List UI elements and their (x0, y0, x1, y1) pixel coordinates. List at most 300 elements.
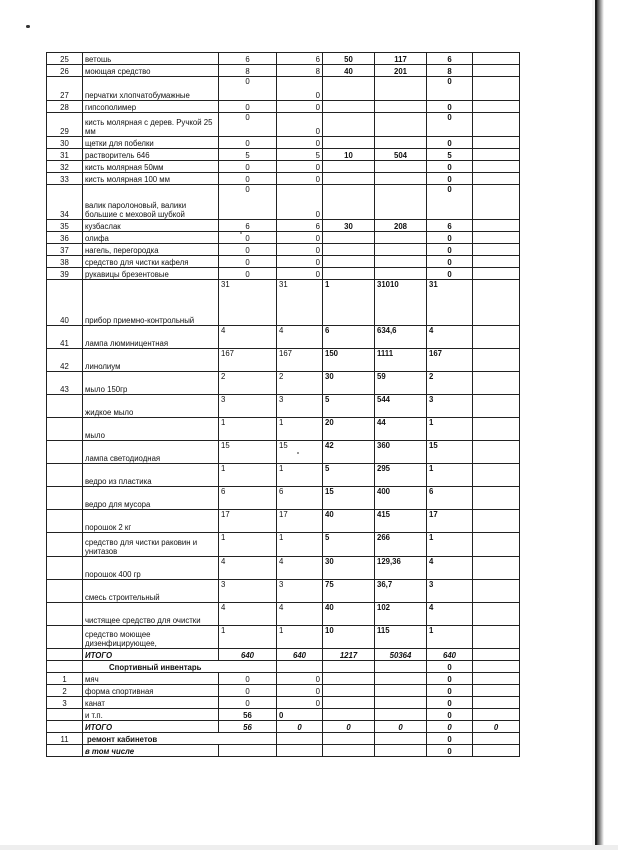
total-label: ИТОГО (83, 721, 219, 733)
qty-3: 0 (427, 244, 473, 256)
table-row (47, 395, 520, 418)
empty-cell (323, 733, 375, 745)
empty-cell (473, 101, 520, 113)
unit-price: 20 (323, 418, 375, 441)
qty-1: 0 (219, 268, 277, 280)
qty-1: 0 (219, 256, 277, 268)
qty-2: 0 (277, 697, 323, 709)
total-label: ИТОГО (83, 649, 219, 661)
unit-price: 10 (323, 626, 375, 649)
qty-1: 17 (219, 510, 277, 533)
qty-1: 0 (219, 673, 277, 685)
empty-cell (473, 149, 520, 161)
row-number (47, 441, 83, 464)
item-name: средство для чистки раковин и унитазов (83, 533, 219, 557)
qty-2: 4 (277, 557, 323, 580)
unit-price: 30 (323, 372, 375, 395)
unit-price (323, 173, 375, 185)
row-number (47, 721, 83, 733)
row-number (47, 661, 83, 673)
empty-cell (473, 326, 520, 349)
unit-price: 10 (323, 149, 375, 161)
unit-price: 75 (323, 580, 375, 603)
qty-3: 3 (427, 580, 473, 603)
qty-3: 0 (427, 256, 473, 268)
total-sum: 0 (375, 721, 427, 733)
qty-1: 0 (219, 113, 277, 137)
row-number: 3 (47, 697, 83, 709)
scan-dot (26, 25, 30, 28)
table-row (47, 464, 520, 487)
sum: 634,6 (375, 326, 427, 349)
qty-2: 4 (277, 603, 323, 626)
sum: 44 (375, 418, 427, 441)
total-row (47, 721, 520, 733)
item-name: канат (83, 697, 219, 709)
empty-cell (473, 709, 520, 721)
section-title: Спортивный инвентарь (83, 661, 277, 673)
table-row (47, 256, 520, 268)
table-row (47, 137, 520, 149)
qty-1: 1 (219, 464, 277, 487)
qty-2: 4 (277, 326, 323, 349)
qty-2: 0 (277, 244, 323, 256)
qty-1: 0 (219, 137, 277, 149)
sum (375, 77, 427, 101)
empty-cell (375, 697, 427, 709)
sum: 360 (375, 441, 427, 464)
row-number: 39 (47, 268, 83, 280)
item-name: кузбаслак (83, 220, 219, 232)
qty-3: 0 (427, 77, 473, 101)
inventory-table (46, 52, 520, 757)
qty-2: 0 (277, 709, 323, 721)
qty-2: 15 (277, 441, 323, 464)
table-row (47, 697, 520, 709)
qty-3: 0 (427, 173, 473, 185)
table-row (47, 65, 520, 77)
qty-1: 6 (219, 53, 277, 65)
empty-cell (375, 685, 427, 697)
empty-cell (473, 161, 520, 173)
table-row (47, 580, 520, 603)
unit-price: 50 (323, 53, 375, 65)
section-qty: 0 (427, 661, 473, 673)
table-row (47, 173, 520, 185)
section-row (47, 745, 520, 757)
empty-cell (473, 649, 520, 661)
qty-3: 31 (427, 280, 473, 326)
table-row (47, 77, 520, 101)
sum: 544 (375, 395, 427, 418)
sum (375, 256, 427, 268)
qty-2: 167 (277, 349, 323, 372)
qty-3: 0 (427, 709, 473, 721)
empty-cell (473, 53, 520, 65)
qty-3: 0 (427, 137, 473, 149)
sum: 31010 (375, 280, 427, 326)
row-number: 40 (47, 280, 83, 326)
qty-1: 6 (219, 487, 277, 510)
qty-2: 6 (277, 53, 323, 65)
empty-cell (473, 603, 520, 626)
table-row (47, 161, 520, 173)
empty-cell (323, 661, 375, 673)
total-qty-2: 640 (277, 649, 323, 661)
qty-3: 0 (427, 101, 473, 113)
total-price: 0 (323, 721, 375, 733)
qty-2: 6 (277, 220, 323, 232)
qty-1: 1 (219, 626, 277, 649)
item-name: олифа (83, 232, 219, 244)
empty-cell (473, 77, 520, 101)
table-row (47, 185, 520, 220)
table-row (47, 113, 520, 137)
empty-cell (473, 626, 520, 649)
qty-2: 1 (277, 533, 323, 557)
qty-1: 0 (219, 101, 277, 113)
qty-3: 0 (427, 268, 473, 280)
table-row (47, 53, 520, 65)
qty-1: 3 (219, 580, 277, 603)
table-row (47, 232, 520, 244)
qty-1: 0 (219, 185, 277, 220)
empty-cell (473, 745, 520, 757)
unit-price: 30 (323, 220, 375, 232)
unit-price: 40 (323, 603, 375, 626)
empty-cell (473, 510, 520, 533)
qty-3: 17 (427, 510, 473, 533)
sum: 201 (375, 65, 427, 77)
qty-1: 3 (219, 395, 277, 418)
empty-cell (473, 220, 520, 232)
unit-price: 5 (323, 464, 375, 487)
row-number (47, 626, 83, 649)
qty-3: 0 (427, 185, 473, 220)
empty-cell (375, 673, 427, 685)
row-number: 11 (47, 733, 83, 745)
qty-2: 0 (277, 185, 323, 220)
sum: 1111 (375, 349, 427, 372)
unit-price: 5 (323, 395, 375, 418)
sum (375, 232, 427, 244)
qty-3: 1 (427, 533, 473, 557)
qty-2: 0 (277, 113, 323, 137)
item-name: кисть молярная 50мм (83, 161, 219, 173)
empty-cell (473, 256, 520, 268)
table-row (47, 372, 520, 395)
qty-2: 0 (277, 101, 323, 113)
qty-2: 6 (277, 487, 323, 510)
table-row (47, 326, 520, 349)
row-number: 33 (47, 173, 83, 185)
row-number: 1 (47, 673, 83, 685)
qty-2: 0 (277, 232, 323, 244)
row-number: 26 (47, 65, 83, 77)
qty-3: 4 (427, 326, 473, 349)
table-row (47, 441, 520, 464)
total-qty-3: 640 (427, 649, 473, 661)
total-price: 1217 (323, 649, 375, 661)
item-name: чистящее средство для очистки (83, 603, 219, 626)
sum (375, 137, 427, 149)
item-name: лампа светодиодная (83, 441, 219, 464)
sum: 208 (375, 220, 427, 232)
empty-cell (473, 65, 520, 77)
qty-3: 0 (427, 113, 473, 137)
empty-cell (375, 733, 427, 745)
row-number (47, 395, 83, 418)
empty-cell (473, 685, 520, 697)
qty-1: 0 (219, 697, 277, 709)
empty-cell (473, 137, 520, 149)
qty-3: 1 (427, 418, 473, 441)
sum: 115 (375, 626, 427, 649)
unit-price (323, 161, 375, 173)
item-name: кисть молярная 100 мм (83, 173, 219, 185)
row-number (47, 557, 83, 580)
table-row (47, 533, 520, 557)
item-name: смесь строительный (83, 580, 219, 603)
empty-cell (277, 745, 323, 757)
qty-3: 6 (427, 487, 473, 510)
total-row (47, 649, 520, 661)
qty-3: 8 (427, 65, 473, 77)
item-name: прибор приемно-контрольный (83, 280, 219, 326)
unit-price (323, 137, 375, 149)
qty-2: 0 (277, 137, 323, 149)
sum: 59 (375, 372, 427, 395)
qty-1: 0 (219, 232, 277, 244)
sum: 117 (375, 53, 427, 65)
empty-cell (277, 661, 323, 673)
item-name: порошок 400 гр (83, 557, 219, 580)
table-row (47, 709, 520, 721)
table-row (47, 268, 520, 280)
item-name: щетки для побелки (83, 137, 219, 149)
row-number: 25 (47, 53, 83, 65)
qty-3: 15 (427, 441, 473, 464)
qty-1: 15 (219, 441, 277, 464)
empty-cell (473, 173, 520, 185)
sum: 102 (375, 603, 427, 626)
qty-2: 0 (277, 673, 323, 685)
table-row (47, 673, 520, 685)
item-name: мыло (83, 418, 219, 441)
unit-price: 30 (323, 557, 375, 580)
table-row (47, 349, 520, 372)
scan-bottom-edge (0, 845, 618, 850)
row-number: 31 (47, 149, 83, 161)
qty-2: 1 (277, 626, 323, 649)
row-number (47, 487, 83, 510)
unit-price (323, 256, 375, 268)
qty-2: 5 (277, 149, 323, 161)
row-number: 30 (47, 137, 83, 149)
qty-2: 8 (277, 65, 323, 77)
empty-cell (473, 372, 520, 395)
empty-cell (323, 673, 375, 685)
empty-cell (473, 395, 520, 418)
qty-1: 0 (219, 173, 277, 185)
qty-1: 0 (219, 161, 277, 173)
unit-price: 42 (323, 441, 375, 464)
table-row (47, 557, 520, 580)
qty-2: 0 (277, 256, 323, 268)
unit-price (323, 101, 375, 113)
row-number: 43 (47, 372, 83, 395)
table-row (47, 626, 520, 649)
table-row (47, 149, 520, 161)
qty-2: 0 (277, 77, 323, 101)
empty-cell (473, 113, 520, 137)
table-row (47, 510, 520, 533)
qty-3: 0 (427, 673, 473, 685)
table-row (47, 418, 520, 441)
item-name: лампа люминицентная (83, 326, 219, 349)
qty-2: 3 (277, 395, 323, 418)
unit-price: 40 (323, 65, 375, 77)
row-number: 35 (47, 220, 83, 232)
qty-1: 56 (219, 709, 277, 721)
total-sum: 50364 (375, 649, 427, 661)
qty-1: 0 (219, 685, 277, 697)
table-row (47, 244, 520, 256)
unit-price (323, 268, 375, 280)
sum: 504 (375, 149, 427, 161)
empty-cell (473, 673, 520, 685)
qty-1: 8 (219, 65, 277, 77)
empty-cell (473, 268, 520, 280)
qty-2: 1 (277, 418, 323, 441)
empty-cell (323, 697, 375, 709)
item-name: форма спортивная (83, 685, 219, 697)
qty-2: 1 (277, 464, 323, 487)
qty-1: 0 (219, 244, 277, 256)
qty-2: 0 (277, 173, 323, 185)
table-row (47, 280, 520, 326)
sum: 36,7 (375, 580, 427, 603)
unit-price: 6 (323, 326, 375, 349)
item-name: растворитель 646 (83, 149, 219, 161)
item-name: ведро из пластика (83, 464, 219, 487)
empty-cell (473, 661, 520, 673)
qty-2: 17 (277, 510, 323, 533)
item-name: кисть молярная с дерев. Ручкой 25 мм (83, 113, 219, 137)
row-number (47, 745, 83, 757)
qty-2: 2 (277, 372, 323, 395)
table-row (47, 603, 520, 626)
empty-cell (473, 557, 520, 580)
row-number (47, 418, 83, 441)
empty-cell (473, 418, 520, 441)
row-number: 38 (47, 256, 83, 268)
item-name: средство для чистки кафеля (83, 256, 219, 268)
unit-price (323, 232, 375, 244)
total-qty-2: 0 (277, 721, 323, 733)
empty-cell (473, 244, 520, 256)
empty-cell (323, 745, 375, 757)
section-title: в том числе (83, 745, 219, 757)
empty-cell (473, 580, 520, 603)
qty-3: 3 (427, 395, 473, 418)
item-name: средство моющее дизенфицирующее, (83, 626, 219, 649)
empty-cell (473, 349, 520, 372)
unit-price: 150 (323, 349, 375, 372)
empty-cell (473, 697, 520, 709)
qty-3: 0 (427, 685, 473, 697)
sum (375, 161, 427, 173)
sum (375, 244, 427, 256)
qty-3: 0 (427, 697, 473, 709)
qty-1: 167 (219, 349, 277, 372)
qty-2: 0 (277, 268, 323, 280)
empty-cell (323, 709, 375, 721)
row-number (47, 533, 83, 557)
qty-1: 6 (219, 220, 277, 232)
sum: 129,36 (375, 557, 427, 580)
sum: 400 (375, 487, 427, 510)
item-name: валик паролоновый, валики большие с меховой шубкой (83, 185, 219, 220)
unit-price (323, 77, 375, 101)
empty-cell (323, 685, 375, 697)
total-qty-1: 56 (219, 721, 277, 733)
item-name: рукавицы брезентовые (83, 268, 219, 280)
table-row (47, 101, 520, 113)
qty-2: 31 (277, 280, 323, 326)
row-number: 2 (47, 685, 83, 697)
row-number (47, 464, 83, 487)
qty-1: 0 (219, 77, 277, 101)
section-row (47, 733, 520, 745)
table-row (47, 487, 520, 510)
row-number: 42 (47, 349, 83, 372)
item-name: нагель, перегородка (83, 244, 219, 256)
qty-3: 6 (427, 53, 473, 65)
item-name: линолиум (83, 349, 219, 372)
sum: 415 (375, 510, 427, 533)
item-name: моющая средство (83, 65, 219, 77)
empty-cell (473, 464, 520, 487)
row-number (47, 510, 83, 533)
empty-cell (473, 441, 520, 464)
row-number: 36 (47, 232, 83, 244)
qty-1: 4 (219, 557, 277, 580)
item-name: мыло 150гр (83, 372, 219, 395)
table-row (47, 220, 520, 232)
item-name: ведро для мусора (83, 487, 219, 510)
total-qty-3: 0 (427, 721, 473, 733)
unit-price (323, 113, 375, 137)
sum (375, 173, 427, 185)
empty-cell (473, 185, 520, 220)
qty-1: 2 (219, 372, 277, 395)
sum: 295 (375, 464, 427, 487)
section-title: ремонт кабинетов (83, 733, 277, 745)
qty-1: 4 (219, 326, 277, 349)
item-name: перчатки хлопчатобумажные (83, 77, 219, 101)
empty-cell (473, 232, 520, 244)
qty-3: 167 (427, 349, 473, 372)
item-name: гипсополимер (83, 101, 219, 113)
qty-3: 0 (427, 161, 473, 173)
empty-cell (473, 733, 520, 745)
qty-3: 0 (427, 232, 473, 244)
row-number (47, 649, 83, 661)
empty-cell (473, 487, 520, 510)
unit-price: 1 (323, 280, 375, 326)
qty-3: 1 (427, 464, 473, 487)
